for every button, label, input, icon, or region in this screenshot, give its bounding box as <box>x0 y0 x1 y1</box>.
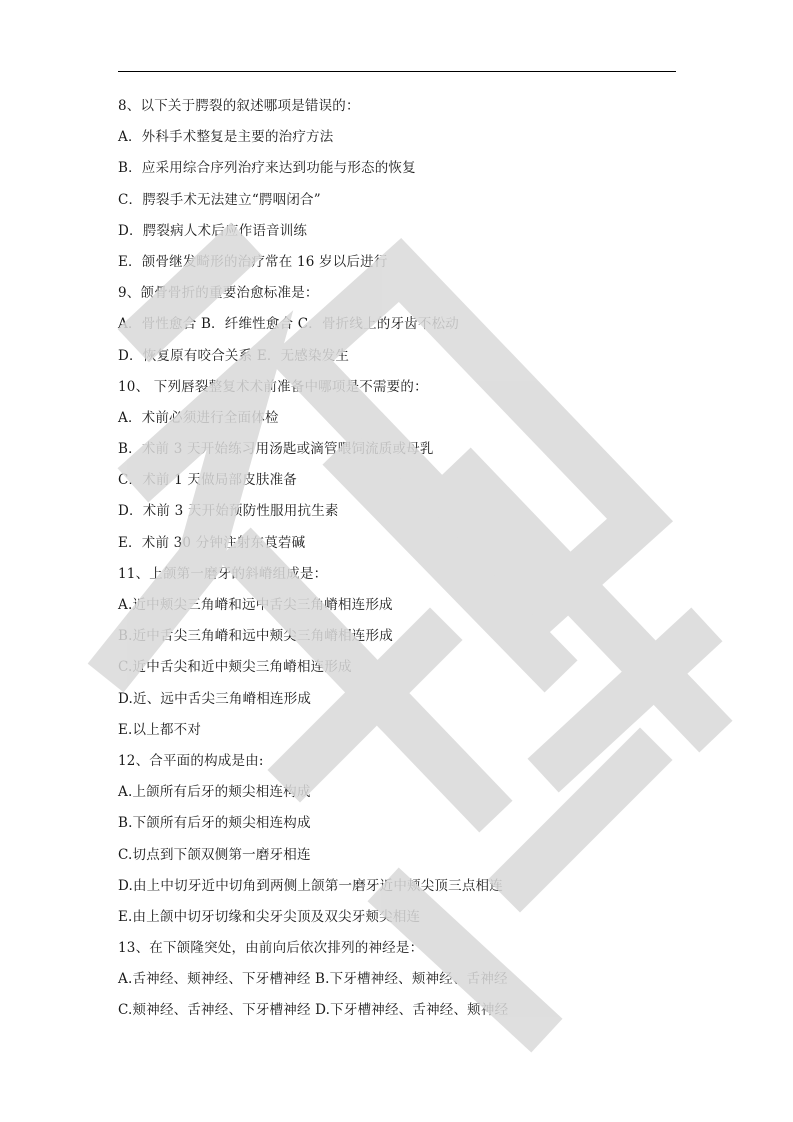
question-11-option-c: C.近中舌尖和近中颊尖三角嵴相连形成 <box>118 659 352 676</box>
header-rule <box>118 71 676 72</box>
question-10-option-e: E．术前 30 分钟注射东莨菪碱 <box>118 534 306 551</box>
question-8-option-c: C．腭裂手术无法建立“腭咽闭合” <box>118 191 321 208</box>
question-text <box>118 94 678 1030</box>
question-12-option-e: E.由上颌中切牙切缘和尖牙尖顶及双尖牙颊尖相连 <box>118 908 421 925</box>
question-11-option-d: D.近、远中舌尖三角嵴相连形成 <box>118 690 312 707</box>
question-9-options-de: D．恢复原有咬合关系 E．无感染发生 <box>118 347 350 364</box>
question-10-option-a: A．术前必须进行全面体检 <box>118 409 279 426</box>
question-8-option-a: A．外科手术整复是主要的治疗方法 <box>118 129 334 146</box>
question-8-stem: 8、以下关于腭裂的叙述哪项是错误的： <box>118 98 360 114</box>
question-10-option-d: D．术前 3 天开始预防性服用抗生素 <box>118 503 339 520</box>
question-9-stem: 9、颌骨骨折的重要治愈标准是： <box>118 285 319 302</box>
question-12-option-d: D.由上中切牙近中切角到两侧上颌第一磨牙近中颊尖顶三点相连 <box>118 877 503 894</box>
question-13-options-ab: A.舌神经、颊神经、下牙槽神经 B.下牙槽神经、颊神经、舌神经 <box>118 971 508 988</box>
question-11-stem: 11、上颌第一磨牙的斜嵴组成是： <box>118 565 328 582</box>
question-11-option-a: A.近中颊尖三角嵴和远中舌尖三角嵴相连形成 <box>118 597 393 613</box>
question-8-option-e: E．颌骨继发畸形的治疗常在 16 岁以后进行 <box>118 253 388 270</box>
question-11-option-e: E.以上都不对 <box>118 721 202 738</box>
question-10-option-b: B．术前 3 天开始练习用汤匙或滴管喂饲流质或母乳 <box>118 441 434 458</box>
question-13-options-cd: C.颊神经、舌神经、下牙槽神经 D.下牙槽神经、舌神经、颊神经 <box>118 1002 509 1019</box>
question-11-option-b: B.近中舌尖三角嵴和远中颊尖三角嵴相连形成 <box>118 628 393 645</box>
question-9-options-abc: A．骨性愈合 B．纤维性愈合 C．骨折线上的牙齿不松动 <box>118 316 459 333</box>
question-10-stem: 10、 下列唇裂整复术术前准备中哪项是不需要的： <box>118 378 428 395</box>
question-12-option-a: A.上颌所有后牙的颊尖相连构成 <box>118 784 311 801</box>
question-12-stem: 12、合平面的构成是由: <box>118 752 264 769</box>
question-8-option-b: B．应采用综合序列治疗来达到功能与形态的恢复 <box>118 160 416 177</box>
question-13-stem: 13、在下颌隆突处，由前向后依次排列的神经是： <box>118 940 424 957</box>
question-10-option-c: C．术前 1 天做局部皮肤准备 <box>118 472 298 489</box>
question-8-option-d: D．腭裂病人术后应作语音训练 <box>118 222 308 239</box>
question-12-option-c: C.切点到下颌双侧第一磨牙相连 <box>118 846 311 863</box>
question-12-option-b: B.下颌所有后牙的颊尖相连构成 <box>118 815 311 832</box>
